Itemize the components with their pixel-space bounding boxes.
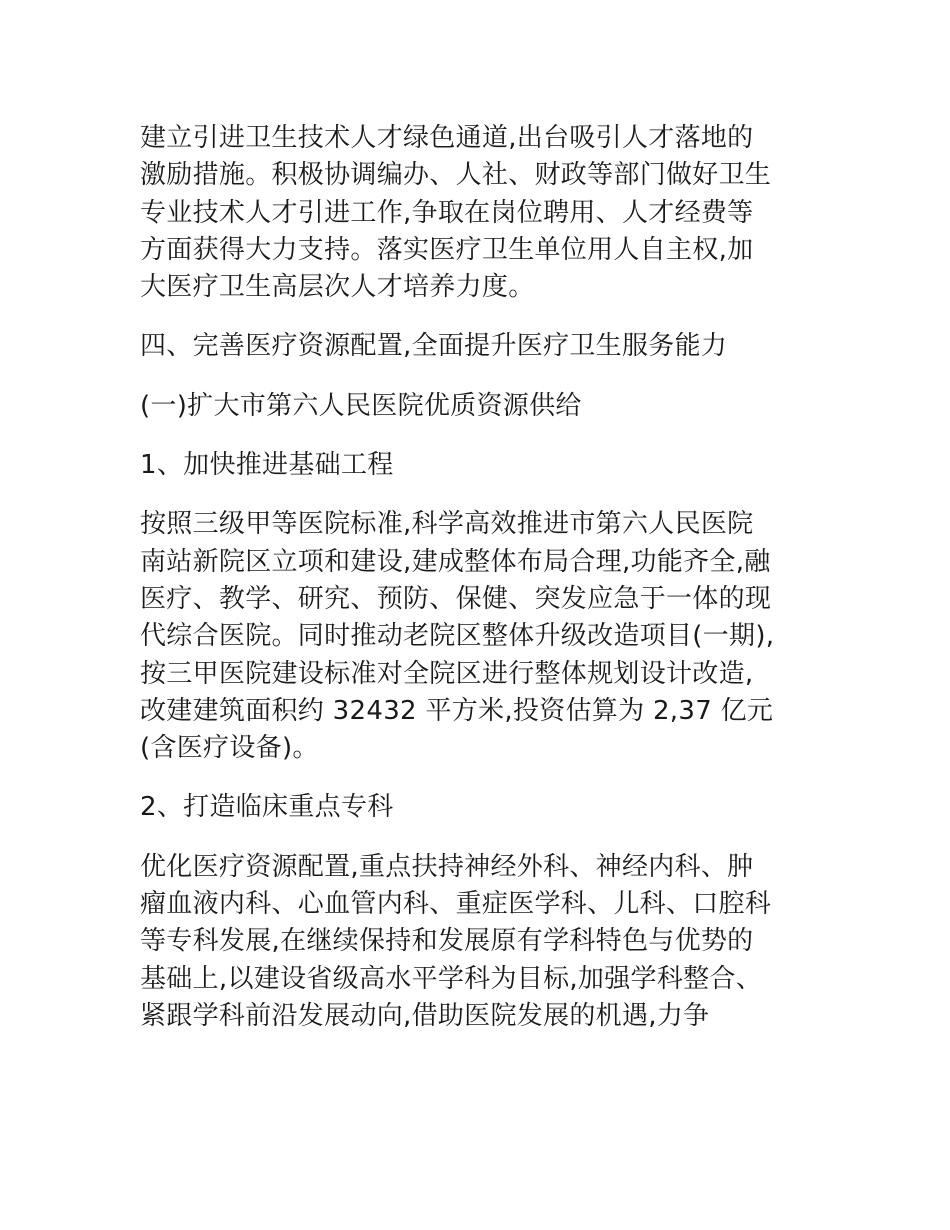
paragraph-infrastructure: 按照三级甲等医院标准,科学高效推进市第六人民医院 南站新院区立项和建设,建成整体布局合理,功能齐全,融 医疗、教学、研究、预防、保健、突发应急于一体的现 代综合医院。同时推动老院区整体升级改造项目(一期), 按三甲医院建设标准对全院区进行整体规划设计改造, 改建建筑面积约 32432 平方米,投资估算为 2,37 亿元 (含医疗设备)。 <box>140 509 775 764</box>
document-page <box>140 120 820 1057</box>
section-heading-four: 四、完善医疗资源配置,全面提升医疗卫生服务能力 <box>140 331 728 362</box>
item-heading-2: 2、打造临床重点专科 <box>140 792 394 823</box>
item-heading-1: 1、加快推进基础工程 <box>140 450 394 481</box>
paragraph-talent-channel: 建立引进卫生技术人才绿色通道,出台吸引人才落地的 激励措施。积极协调编办、人社、财政等部门做好卫生 专业技术人才引进工作,争取在岗位聘用、人才经费等 方面获得大力支持。落实医疗卫生单位用人自主权,加 大医疗卫生高层次人才培养力度。 <box>140 123 772 303</box>
paragraph-key-specialties: 优化医疗资源配置,重点扶持神经外科、神经内科、肿 瘤血液内科、心血管内科、重症医学科、儿科、口腔科 等专科发展,在继续保持和发展原有学科特色与优势的 基础上,以建设省级高水平学科为目标,加强学科整合、 紧跟学科前沿发展动向,借助医院发展的机遇,力争 <box>140 851 772 1031</box>
subsection-heading-one: (一)扩大市第六人民医院优质资源供给 <box>140 390 582 421</box>
